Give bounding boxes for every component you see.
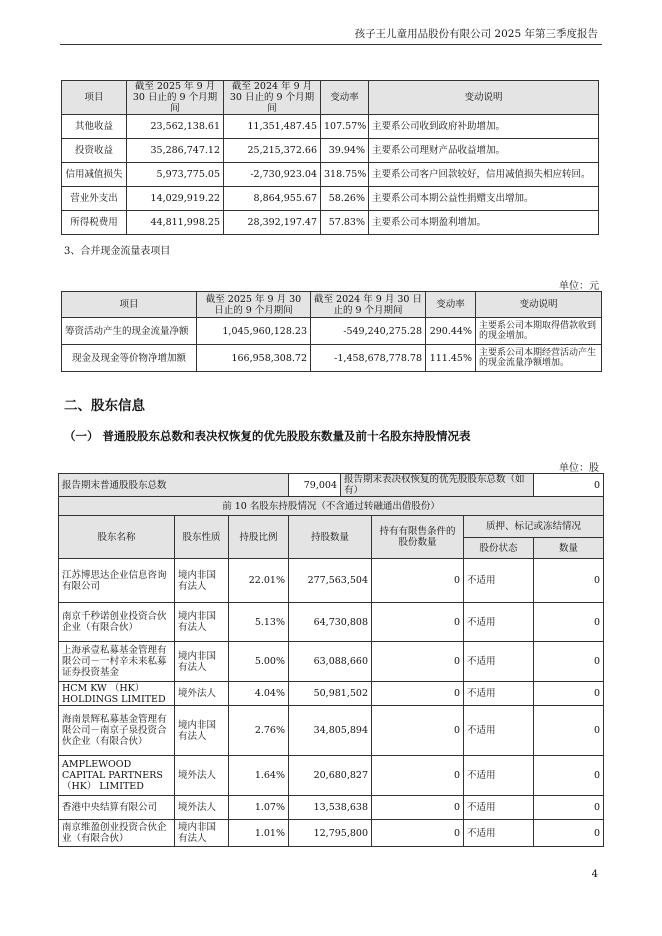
- t3-header-pledge: 质押、标记或冻结情况: [464, 516, 604, 538]
- t1-rate: 318.75%: [321, 163, 369, 187]
- shareholder-ratio: 1.01%: [229, 820, 289, 847]
- shareholder-nature: 境外法人: [175, 796, 229, 820]
- t1-value-2024: 28,392,197.47: [224, 211, 321, 235]
- total-shareholders-value: 79,004: [289, 474, 341, 497]
- table-row: [59, 820, 604, 847]
- shareholder-shares: 12,795,800: [289, 820, 372, 847]
- t2-item: 现金及现金等价物净增加额: [62, 345, 197, 372]
- shareholder-status: 不适用: [464, 559, 534, 603]
- section-2-title: 二、股东信息: [64, 398, 145, 414]
- shareholder-status: 不适用: [464, 756, 534, 796]
- shareholder-pledge-qty: 0: [534, 603, 604, 642]
- t3-header-quantity: 数量: [534, 538, 604, 559]
- shareholder-restricted: 0: [372, 796, 464, 820]
- table-row: [62, 115, 599, 139]
- shareholder-ratio: 1.07%: [229, 796, 289, 820]
- shareholder-name: 海南景辉私募基金管理有限公司－南京子泉投资合伙企业（有限合伙）: [59, 706, 175, 756]
- table-row: [62, 211, 599, 235]
- shareholder-pledge-qty: 0: [534, 642, 604, 682]
- t1-value-2024: 8,864,955.67: [224, 187, 321, 211]
- shareholder-name: 南京千秒诺创业投资合伙企业（有限合伙）: [59, 603, 175, 642]
- t1-item: 投资收益: [62, 139, 127, 163]
- t2-value-2025: 1,045,960,128.23: [197, 318, 311, 345]
- shareholder-status: 不适用: [464, 642, 534, 682]
- t2-value-2025: 166,958,308.72: [197, 345, 311, 372]
- t1-header-desc: 变动说明: [369, 81, 599, 115]
- t2-header-rate: 变动率: [426, 292, 476, 318]
- table-row: [59, 796, 604, 820]
- t1-value-2025: 35,286,747.12: [127, 139, 224, 163]
- t1-desc: 主要系公司本期公益性捐赠支出增加。: [369, 187, 599, 211]
- t1-value-2025: 23,562,138.61: [127, 115, 224, 139]
- shareholder-shares: 20,680,827: [289, 756, 372, 796]
- shareholder-name: 香港中央结算有限公司: [59, 796, 175, 820]
- t1-header-item: 项目: [62, 81, 127, 115]
- table-row: [59, 642, 604, 682]
- t1-desc: 主要系公司客户回款较好，信用减值损失相应转回。: [369, 163, 599, 187]
- shareholder-restricted: 0: [372, 642, 464, 682]
- shareholder-restricted: 0: [372, 682, 464, 706]
- subsection-1-title: （一） 普通股股东总数和表决权恢复的优先股股东数量及前十名股东持股情况表: [64, 429, 471, 443]
- t2-header-2025: 截至 2025 年 9 月 30 日止的 9 个月期间: [197, 292, 311, 318]
- shareholder-shares: 50,981,502: [289, 682, 372, 706]
- t3-header-nature: 股东性质: [175, 516, 229, 559]
- t1-value-2024: 25,215,372.66: [224, 139, 321, 163]
- pref-shareholders-value: 0: [534, 474, 604, 497]
- t3-header-shares: 持股数量: [289, 516, 372, 559]
- shareholder-shares: 63,088,660: [289, 642, 372, 682]
- shareholder-name: HCM KW （HK） HOLDINGS LIMITED: [59, 682, 175, 706]
- shareholder-ratio: 5.00%: [229, 642, 289, 682]
- shareholder-nature: 境外法人: [175, 682, 229, 706]
- t2-rate: 290.44%: [426, 318, 476, 345]
- shareholder-restricted: 0: [372, 706, 464, 756]
- t1-rate: 58.26%: [321, 187, 369, 211]
- table-row: [59, 706, 604, 756]
- t3-header-ratio: 持股比例: [229, 516, 289, 559]
- shareholder-pledge-qty: 0: [534, 796, 604, 820]
- table-row: [59, 559, 604, 603]
- shareholder-restricted: 0: [372, 603, 464, 642]
- t1-header-2025: 截至 2025 年 9 月 30 日止的 9 个月期间: [127, 81, 224, 115]
- table-row: [59, 682, 604, 706]
- t2-header-desc: 变动说明: [476, 292, 602, 318]
- shareholder-name: 上海承壹私募基金管理有限公司－一村辛未来私募证券投资基金: [59, 642, 175, 682]
- t1-header-2024: 截至 2024 年 9 月 30 日止的 9 个月期间: [224, 81, 321, 115]
- shareholder-restricted: 0: [372, 820, 464, 847]
- shareholder-pledge-qty: 0: [534, 820, 604, 847]
- t1-header-rate: 变动率: [321, 81, 369, 115]
- table-row: [59, 756, 604, 796]
- t1-value-2024: -2,730,923.04: [224, 163, 321, 187]
- shareholder-nature: 境内非国有法人: [175, 706, 229, 756]
- t1-desc: 主要系公司理财产品收益增加。: [369, 139, 599, 163]
- shareholder-restricted: 0: [372, 559, 464, 603]
- t1-value-2025: 14,029,919.22: [127, 187, 224, 211]
- table-row: [62, 318, 602, 345]
- table-row: [62, 163, 599, 187]
- shareholder-nature: 境内非国有法人: [175, 642, 229, 682]
- shareholders-table: [58, 473, 604, 847]
- t1-rate: 107.57%: [321, 115, 369, 139]
- shareholder-nature: 境内非国有法人: [175, 820, 229, 847]
- table-row: [59, 603, 604, 642]
- section-3-title: 3、合并现金流量表项目: [64, 246, 171, 257]
- shareholder-shares: 277,563,504: [289, 559, 372, 603]
- t2-desc: 主要系公司本期经营活动产生的现金流量净额增加。: [476, 345, 602, 372]
- shareholder-pledge-qty: 0: [534, 756, 604, 796]
- t2-item: 筹资活动产生的现金流量净额: [62, 318, 197, 345]
- t1-value-2024: 11,351,487.45: [224, 115, 321, 139]
- unit-label-yuan: 单位：元: [559, 281, 599, 292]
- shareholder-nature: 境内非国有法人: [175, 559, 229, 603]
- shareholder-ratio: 22.01%: [229, 559, 289, 603]
- shareholder-name: 南京维盈创业投资合伙企业（有限合伙）: [59, 820, 175, 847]
- t1-rate: 57.83%: [321, 211, 369, 235]
- t2-value-2024: -1,458,678,778.78: [311, 345, 426, 372]
- shareholder-nature: 境外法人: [175, 756, 229, 796]
- table-row: [62, 345, 602, 372]
- shareholder-shares: 13,538,638: [289, 796, 372, 820]
- shareholder-ratio: 4.04%: [229, 682, 289, 706]
- t1-item: 所得税费用: [62, 211, 127, 235]
- shareholder-ratio: 2.76%: [229, 706, 289, 756]
- shareholder-shares: 64,730,808: [289, 603, 372, 642]
- t3-header-status: 股份状态: [464, 538, 534, 559]
- header-rule: [60, 44, 602, 45]
- t1-desc: 主要系公司本期盈利增加。: [369, 211, 599, 235]
- shareholder-status: 不适用: [464, 796, 534, 820]
- shareholder-nature: 境内非国有法人: [175, 603, 229, 642]
- shareholder-pledge-qty: 0: [534, 706, 604, 756]
- t1-item: 信用减值损失: [62, 163, 127, 187]
- t1-item: 其他收益: [62, 115, 127, 139]
- unit-label-shares: 单位：股: [559, 463, 599, 474]
- t3-header-name: 股东名称: [59, 516, 175, 559]
- pref-shareholders-label: 报告期末表决权恢复的优先股股东总数（如有）: [341, 474, 534, 497]
- table-row: [62, 187, 599, 211]
- top10-title: 前 10 名股东持股情况（不含通过转融通出借股份）: [59, 497, 604, 516]
- cashflow-items-table: [61, 291, 602, 372]
- total-shareholders-label: 报告期末普通股股东总数: [59, 474, 289, 497]
- shareholder-restricted: 0: [372, 756, 464, 796]
- shareholder-shares: 34,805,894: [289, 706, 372, 756]
- t3-header-restricted: 持有有限售条件的股份数量: [372, 516, 464, 559]
- shareholder-name: AMPLEWOOD CAPITAL PARTNERS （HK） LIMITED: [59, 756, 175, 796]
- t2-rate: 111.45%: [426, 345, 476, 372]
- t2-desc: 主要系公司本期取得借款收到的现金增加。: [476, 318, 602, 345]
- t1-value-2025: 44,811,998.25: [127, 211, 224, 235]
- report-header: 孩子王儿童用品股份有限公司 2025 年第三季度报告: [354, 28, 598, 40]
- t2-header-2024: 截至 2024 年 9 月 30 日止的 9 个月期间: [311, 292, 426, 318]
- page-number: 4: [591, 869, 598, 880]
- shareholder-status: 不适用: [464, 682, 534, 706]
- shareholder-status: 不适用: [464, 820, 534, 847]
- shareholder-status: 不适用: [464, 603, 534, 642]
- t1-rate: 39.94%: [321, 139, 369, 163]
- t1-desc: 主要系公司收到政府补助增加。: [369, 115, 599, 139]
- shareholder-name: 江苏博思达企业信息咨询有限公司: [59, 559, 175, 603]
- t2-header-item: 项目: [62, 292, 197, 318]
- t1-item: 营业外支出: [62, 187, 127, 211]
- income-items-table: [61, 80, 599, 235]
- shareholder-ratio: 1.64%: [229, 756, 289, 796]
- shareholder-pledge-qty: 0: [534, 559, 604, 603]
- shareholder-status: 不适用: [464, 706, 534, 756]
- shareholder-pledge-qty: 0: [534, 682, 604, 706]
- t1-value-2025: 5,973,775.05: [127, 163, 224, 187]
- shareholder-ratio: 5.13%: [229, 603, 289, 642]
- table-row: [62, 139, 599, 163]
- t2-value-2024: -549,240,275.28: [311, 318, 426, 345]
